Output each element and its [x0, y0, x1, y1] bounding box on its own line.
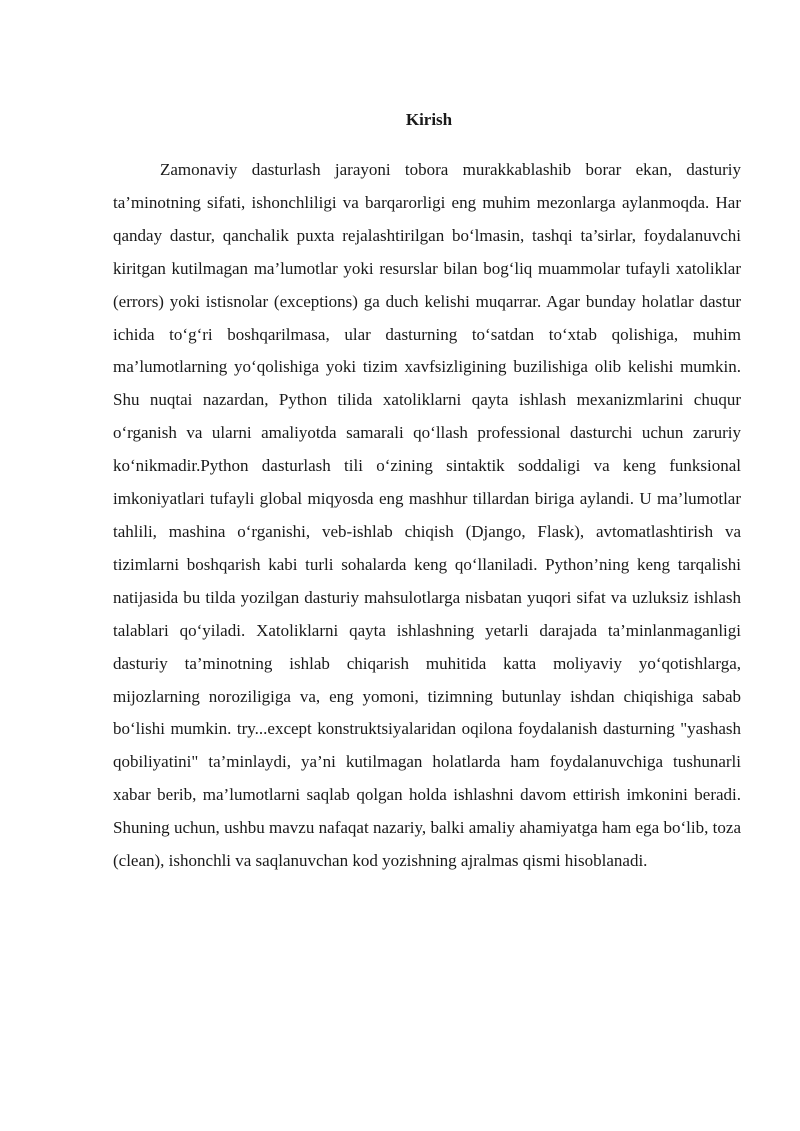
body-paragraph: Zamonaviy dasturlash jarayoni tobora murakkablashib borar ekan, dasturiy ta’minotning sifati, ishonchliligi va barqarorligi eng muhim mezonlarga aylanmoqda. Har qanday dastur, qanchalik puxta rejalashtirilgan bo‘lmasin, tashqi ta’sirlar, foydalanuvchi kiritgan kutilmagan ma’lumotlar yoki resurslar bilan bog‘liq muammolar tufayli xatoliklar (errors) yoki istisnolar (exceptions) ga duch kelishi muqarrar. Agar bunday holatlar dastur ichida to‘g‘ri boshqarilmasa, ular dasturning to‘satdan to‘xtab qolishiga, muhim ma’lumotlarning yo‘qolishiga yoki tizim xavfsizligining buzilishiga olib kelishi mumkin. Shu nuqtai nazardan, Python tilida xatoliklarni qayta ishlash mexanizmlarini chuqur o‘rganish va ularni amaliyotda samarali qo‘llash professional dasturchi uchun zaruriy ko‘nikmadir.Python dasturlash tili o‘zining sintaktik soddaligi va keng funksional imkoniyatlari tufayli global miqyosda eng mashhur tillardan biriga aylandi. U ma’lumotlar tahlili, mashina o‘rganishi, veb-ishlab chiqish (Django, Flask), avtomatlashtirish va tizimlarni boshqarish kabi turli sohalarda keng qo‘llaniladi. Python’ning keng tarqalishi natijasida bu tilda yozilgan dasturiy mahsulotlarga nisbatan yuqori sifat va uzluksiz ishlash talablari qo‘yiladi. Xatoliklarni qayta ishlashning yetarli darajada ta’minlanmaganligi dasturiy ta’minotning ishlab chiqarish muhitida katta moliyaviy yo‘qotishlarga, mijozlarning noroziligiga va, eng yomoni, tizimning butunlay ishdan chiqishiga sabab bo‘lishi mumkin. try...except konstruktsiyalaridan oqilona foydalanish dasturning "yashash qobiliyatini" ta’minlaydi, ya’ni kutilmagan holatlarda ham foydalanuvchiga tushunarli xabar berib, ma’lumotlarni saqlab qolgan holda ishlashni davom ettirish imkonini beradi. Shuning uchun, ushbu mavzu nafaqat nazariy, balki amaliy ahamiyatga ham ega bo‘lib, toza (clean), ishonchli va saqlanuvchan kod yozishning ajralmas qismi hisoblanadi.	[113, 160, 741, 871]
page-title: Kirish	[405, 110, 453, 129]
